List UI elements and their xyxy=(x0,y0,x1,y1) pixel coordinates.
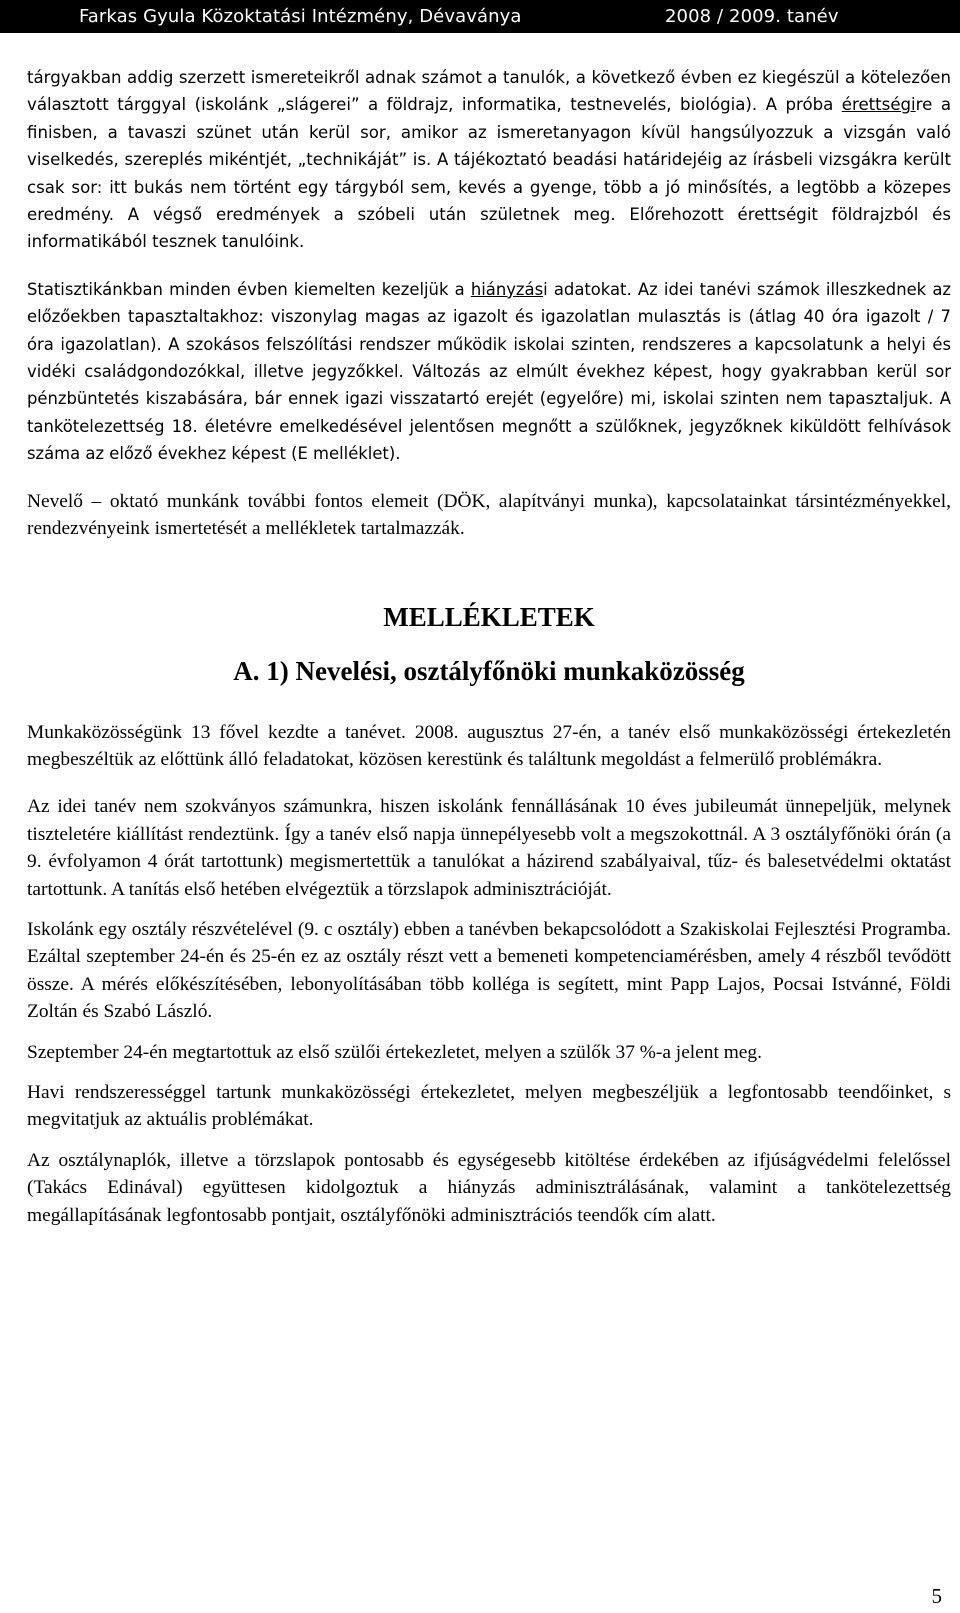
paragraph-text: i adatokat. Az idei tanévi számok illeszkednek az előzőekben tapasztaltakhoz: viszonylag magas az igazolt és igazolatlan mulasztás is (átlag 40 óra igazolt / 7 óra igazolatlan). A szokásos felszólítási rendszer működik iskolai szinten, rendszeres a kapcsolatunk a helyi és vidéki családgondozókkal, illetve jegyzőkkel. Változás az elmúlt évekhez képest, hogy gyakrabban kerül sor pénzbüntetés kiszabására, bár ennek igazi visszatartó erejét (egyelőre) mi, iskolai szinten nem tapasztaljuk. A tankötelezettség 18. életévre emelkedésével jelentősen megnőtt a szülőknek, jegyzőknek kiküldött felhívások száma az előző évekhez képest (E melléklet). xyxy=(27,279,951,464)
paragraph-parent-meeting: Szeptember 24-én megtartottuk az első szülői értekezletet, melyen a szülők 37 %-a jelent meg. xyxy=(27,1041,762,1063)
paragraph-text: tárgyakban addig szerzett ismereteikről adnak számot a tanulók, a következő évben ez kiegészül a kötelezően választott tárggyal (iskolánk „slágerei” a földrajz, informatika, testnevelés, biológia). A próba xyxy=(27,68,951,115)
paragraph-other-elements: Nevelő – oktató munkánk további fontos elemeit (DÖK, alapítványi munka), kapcsolatainkat társintézményekkel, rendezvényeink ismertetését a mellékletek tartalmazzák. xyxy=(27,490,951,540)
paragraph-monthly-meetings: Havi rendszerességgel tartunk munkaközösségi értekezletet, melyen megbeszéljük a legfontosabb teendőinket, s megvitatjuk az aktuális problémákat. xyxy=(27,1081,951,1131)
header-school-year: 2008 / 2009. tanév xyxy=(665,6,839,27)
erettsegi-link[interactable]: érettségi xyxy=(841,95,916,115)
paragraph-absence-statistics xyxy=(27,276,951,468)
section-title: MELLÉKLETEK xyxy=(383,601,595,632)
paragraph-text: re a finisben, a tavaszi szünet után kerül sor, amikor az ismeretanyagon kívül hangsúlyozzuk a vizsgán való viselkedés, szereplés mikéntjét, „technikáját” is. A tájékoztató beadási határidejéig az írásbeli vizsgákra került csak sor: itt bukás nem történt egy tárgyból sem, kevés a gyenge, több a jó minősítés, a legtöbb a közepes eredmény. A végső eredmények a szóbeli után születnek meg. Előrehozott érettségit földrajzból és informatikából tesznek tanulóink. xyxy=(27,95,951,252)
document-body xyxy=(27,64,951,1229)
hianyzas-link[interactable]: hiányzás xyxy=(470,279,544,299)
paragraph-text: Statisztikánkban minden évben kiemelten kezeljük a xyxy=(27,279,471,299)
subsection-title: A. 1) Nevelési, osztályfőnöki munkaközösség xyxy=(233,655,745,686)
paragraph-team-start: Munkaközösségünk 13 fővel kezdte a tanévet. 2008. augusztus 27-én, a tanév első munkaközösségi értekezletén megbeszéltük az előttünk álló feladatokat, közösen kerestünk és találtunk megoldást a felmerülő problémákra. xyxy=(27,721,951,770)
paragraph-program: Iskolánk egy osztály részvételével (9. c osztály) ebben a tanévben bekapcsolódott a Szakiskolai Fejlesztési Programba. Ezáltal szeptember 24-én és 25-én ez az osztály részt vett a bemeneti kompetenciamérésben, amely 4 részből tevődött össze. A mérés előkészítésében, lebonyolításában több kolléga is segített, mint Papp Lajos, Pocsai Istvánné, Földi Zoltán és Szabó László. xyxy=(27,918,951,1023)
page-header xyxy=(0,0,960,33)
paragraph-jubilee: Az idei tanév nem szokványos számunkra, hiszen iskolánk fennállásának 10 éves jubileumát ünnepeljük, melynek tiszteletére kiállítást rendeztünk. Így a tanév első napja ünnepélyesebb volt a megszokottnál. A 3 osztályfőnöki órán (a 9. évfolyamon 4 órát tartottunk) megismertettük a tanulókat a házirend szabályaival, tűz- és balesetvédelmi oktatást tartottunk. A tanítás első hetében elvégeztük a törzslapok adminisztrációját. xyxy=(27,796,951,900)
paragraph-exam-results xyxy=(27,64,951,256)
page-number: 5 xyxy=(931,1584,942,1608)
header-school-name: Farkas Gyula Közoktatási Intézmény, Dévaványa xyxy=(79,6,522,27)
paragraph-administration: Az osztálynaplók, illetve a törzslapok pontosabb és egységesebb kitöltése érdekében az ifjúságvédelmi felelőssel (Takács Edinával) együttesen kidolgoztuk a hiányzás adminisztrálásának, valamint a tankötelezettség megállapításának legfontosabb pontjait, osztályfőnöki adminisztrációs teendők cím alatt. xyxy=(27,1149,951,1226)
